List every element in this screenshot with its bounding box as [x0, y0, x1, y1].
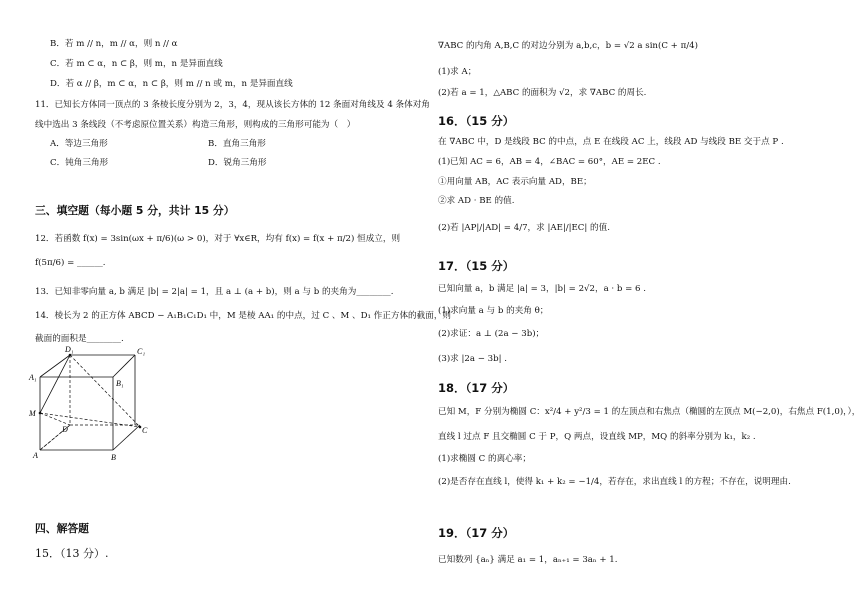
label-C: C: [142, 426, 148, 435]
q17-part3: (3)求 |2a − 3b| .: [438, 354, 507, 364]
q15-part1: (1)求 A；: [438, 67, 477, 77]
q13-text: 13．已知非零向量 a, b 满足 |b| = 2|a| = 1，且 a ⊥ (a + b)，则 a 与 b 的夹角为________.: [35, 287, 394, 297]
q18-statement-line2: 直线 l 过点 F 且交椭圆 C 于 P，Q 两点，设直线 MP，MQ 的斜率分别为 k₁，k₂ .: [438, 432, 756, 442]
q16-part2: (2)若 |AP|/|AD| = 4/7，求 |AE|/|EC| 的值.: [438, 223, 610, 233]
q19-header: 19．（17 分）: [438, 526, 515, 540]
label-B1: B₁: [116, 379, 124, 388]
q17-statement: 已知向量 a，b 满足 |a| = 3，|b| = 2√2，a · b = 6 .: [438, 284, 646, 294]
q11-option-c: C．钝角三角形: [50, 158, 109, 168]
q18-part2: (2)是否存在直线 l，使得 k₁ + k₂ = −1/4，若存在，求出直线 l 的方程；不存在，说明理由.: [438, 477, 791, 487]
q17-part1: (1)求向量 a 与 b 的夹角 θ；: [438, 306, 549, 316]
q14-text-line1: 14．棱长为 2 的正方体 ABCD − A₁B₁C₁D₁ 中，M 是棱 AA₁ 的中点，过 C 、M 、D₁ 作正方体的截面，则: [35, 311, 452, 321]
label-D1: D₁: [65, 345, 74, 354]
label-D: D: [62, 425, 68, 434]
label-A1: A₁: [29, 373, 37, 382]
q15-statement: ∇ABC 的内角 A,B,C 的对边分别为 a,b,c，b = √2 a sin(C + π/4): [438, 41, 698, 51]
section-fill-in-title: 三、填空题（每小题 5 分，共计 15 分）: [35, 204, 235, 217]
q10-option-b: B．若 m // n，m // α，则 n // α: [50, 39, 178, 49]
q11-option-d: D．锐角三角形: [208, 158, 267, 168]
q17-header: 17．（15 分）: [438, 259, 515, 273]
q16-header: 16．（15 分）: [438, 114, 515, 128]
q12-text-line2: f(5π/6) = ______.: [35, 258, 106, 268]
q16-part1: (1)已知 AC = 6，AB = 4，∠BAC = 60°，AE = 2EC .: [438, 157, 661, 167]
section-answer-title: 四、解答题: [35, 522, 89, 535]
q11-text-line2: 线中选出 3 条线段（不考虑原位置关系）构造三角形，则构成的三角形可能为（ ）: [35, 120, 356, 130]
q18-header: 18．（17 分）: [438, 381, 515, 395]
label-B: B: [111, 453, 116, 462]
q12-text-line1: 12．若函数 f(x) = 3sin(ωx + π/6)(ω > 0)，对于 ∀x∈R，均有 f(x) = f(x + π/2) 恒成立，则: [35, 234, 401, 244]
q15-part2: (2)若 a = 1，△ABC 的面积为 √2，求 ∇ABC 的周长.: [438, 88, 647, 98]
q17-part2: (2)求证：a ⊥ (2a − 3b)；: [438, 329, 545, 339]
q11-option-a: A．等边三角形: [50, 139, 108, 149]
q18-part1: (1)求椭圆 C 的离心率；: [438, 454, 531, 464]
q10-option-c: C．若 m ⊂ α，n ⊂ β，则 m，n 是异面直线: [50, 59, 223, 69]
cube-figure: [25, 345, 165, 463]
q10-option-d: D．若 α // β，m ⊂ α，n ⊂ β，则 m // n 或 m，n 是异面直线: [50, 79, 293, 89]
label-M: M: [29, 409, 36, 418]
q16-part1-sub1: ①用向量 AB，AC 表示向量 AD，BE；: [438, 177, 592, 187]
label-C1: C₁: [137, 347, 146, 356]
q11-text-line1: 11．已知长方体同一顶点的 3 条棱长度分别为 2，3，4，现从该长方体的 12 条面对角线及 4 条体对角: [35, 100, 430, 110]
q14-text-line2: 截面的面积是________.: [35, 334, 124, 344]
q15-header: 15．（13 分）.: [35, 547, 109, 560]
q11-option-b: B．直角三角形: [208, 139, 266, 149]
q18-statement: 已知 M，F 分别为椭圆 C：x²/4 + y²/3 = 1 的左顶点和右焦点（椭圆的左顶点 M(−2,0)，右焦点 F(1,0)，），: [438, 407, 860, 417]
q19-statement: 已知数列 {aₙ} 满足 a₁ = 1，aₙ₊₁ = 3aₙ + 1.: [438, 555, 618, 565]
q16-statement: 在 ∇ABC 中，D 是线段 BC 的中点，点 E 在线段 AC 上，线段 AD 与线段 BE 交于点 P .: [438, 137, 784, 147]
label-A: A: [33, 451, 38, 460]
q16-part1-sub2: ②求 AD · BE 的值.: [438, 196, 515, 206]
